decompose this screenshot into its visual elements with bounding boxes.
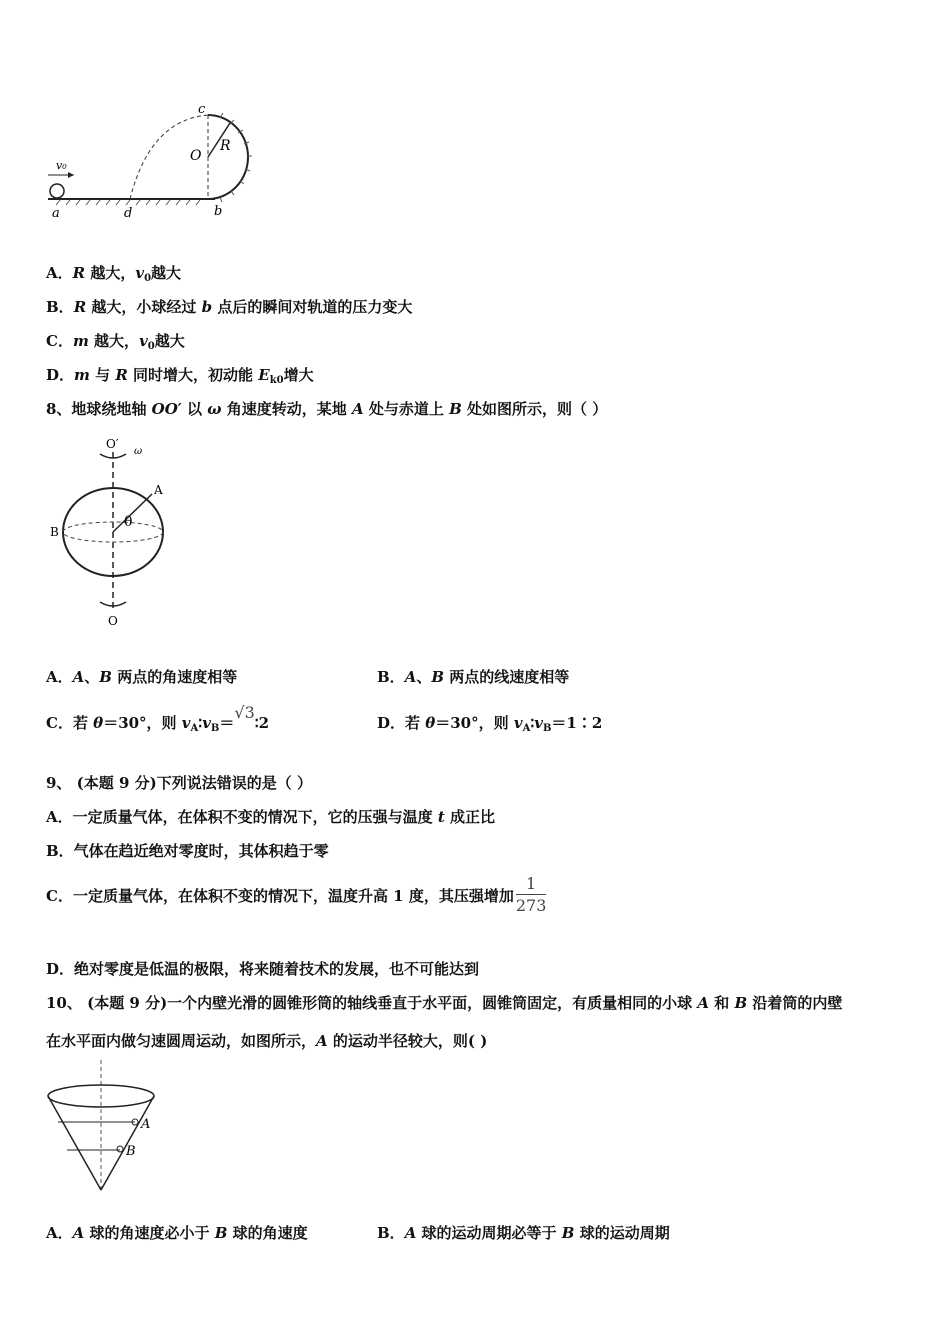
label-a: a [52,206,60,221]
q10-stem-line1: 10、 (本题 9 分)一个内壁光滑的圆锥形筒的轴线垂直于水平面，圆锥筒固定，有质量相同的小球 A 和 B 沿着筒的内壁 [46,994,843,1012]
q8-stem: 8、地球绕地轴 OO′ 以 ω 角速度转动，某地 A 处与赤道上 B 处如图所示，则（ ） [46,400,608,418]
label-o-prime: O′ [106,437,119,451]
label-b: b [214,204,223,219]
q8-option-a: A．A、B 两点的角速度相等 [46,668,238,686]
q10-option-b: B．A 球的运动周期必等于 B 球的运动周期 [377,1224,670,1242]
label-o: O [108,614,118,628]
label-b: B [50,525,59,539]
label-v0: v₀ [56,159,67,172]
earth-figure [40,432,190,632]
q9-stem: 9、 (本题 9 分)下列说法错误的是（ ） [46,774,312,792]
q9-option-c: C．一定质量气体，在体积不变的情况下，温度升高 1 度，其压强增加 $\frac{1}{273}$ [46,874,547,915]
q9-option-d: D．绝对零度是低温的极限，将来随着技术的发展，也不可能达到 [46,960,480,978]
q7-option-c: C．m 越大，$v_0$越大 [46,332,185,352]
q7-option-d: D．m 与 R 同时增大，初动能 $E_{k0}$增大 [46,366,314,386]
label-a: A [141,1117,151,1132]
fraction-1-273: $\frac{1}{273}$ [515,874,547,915]
q8-option-c: C．若 θ＝30°，则 $v_A∶v_B=√3∶2$ [46,703,270,734]
label-a: A [154,483,163,497]
loop-track-figure [40,95,270,225]
label-d: d [124,206,133,221]
q8-option-d: D．若 θ＝30°，则 $v_A∶v_B=1∶2$ [377,714,603,734]
label-R: R [220,138,231,154]
q8-option-b: B．A、B 两点的线速度相等 [377,668,570,686]
q7-option-b: B．R 越大，小球经过 b 点后的瞬间对轨道的压力变大 [46,298,413,316]
q10-stem-line2: 在水平面内做匀速圆周运动，如图所示，A 的运动半径较大，则( ) [46,1032,488,1050]
q10-option-a: A．A 球的角速度必小于 B 球的角速度 [46,1224,308,1242]
cone-figure [40,1060,170,1195]
label-O: O [190,148,202,164]
q7-option-a: A．R 越大，$v_0$越大 [46,264,182,284]
label-b: B [126,1144,136,1159]
label-omega: ω [134,446,143,457]
q9-option-a: A．一定质量气体，在体积不变的情况下，它的压强与温度 t 成正比 [46,808,496,826]
q9-option-b: B．气体在趋近绝对零度时，其体积趋于零 [46,842,329,860]
label-theta: θ [124,514,133,530]
label-c: c [198,102,206,117]
